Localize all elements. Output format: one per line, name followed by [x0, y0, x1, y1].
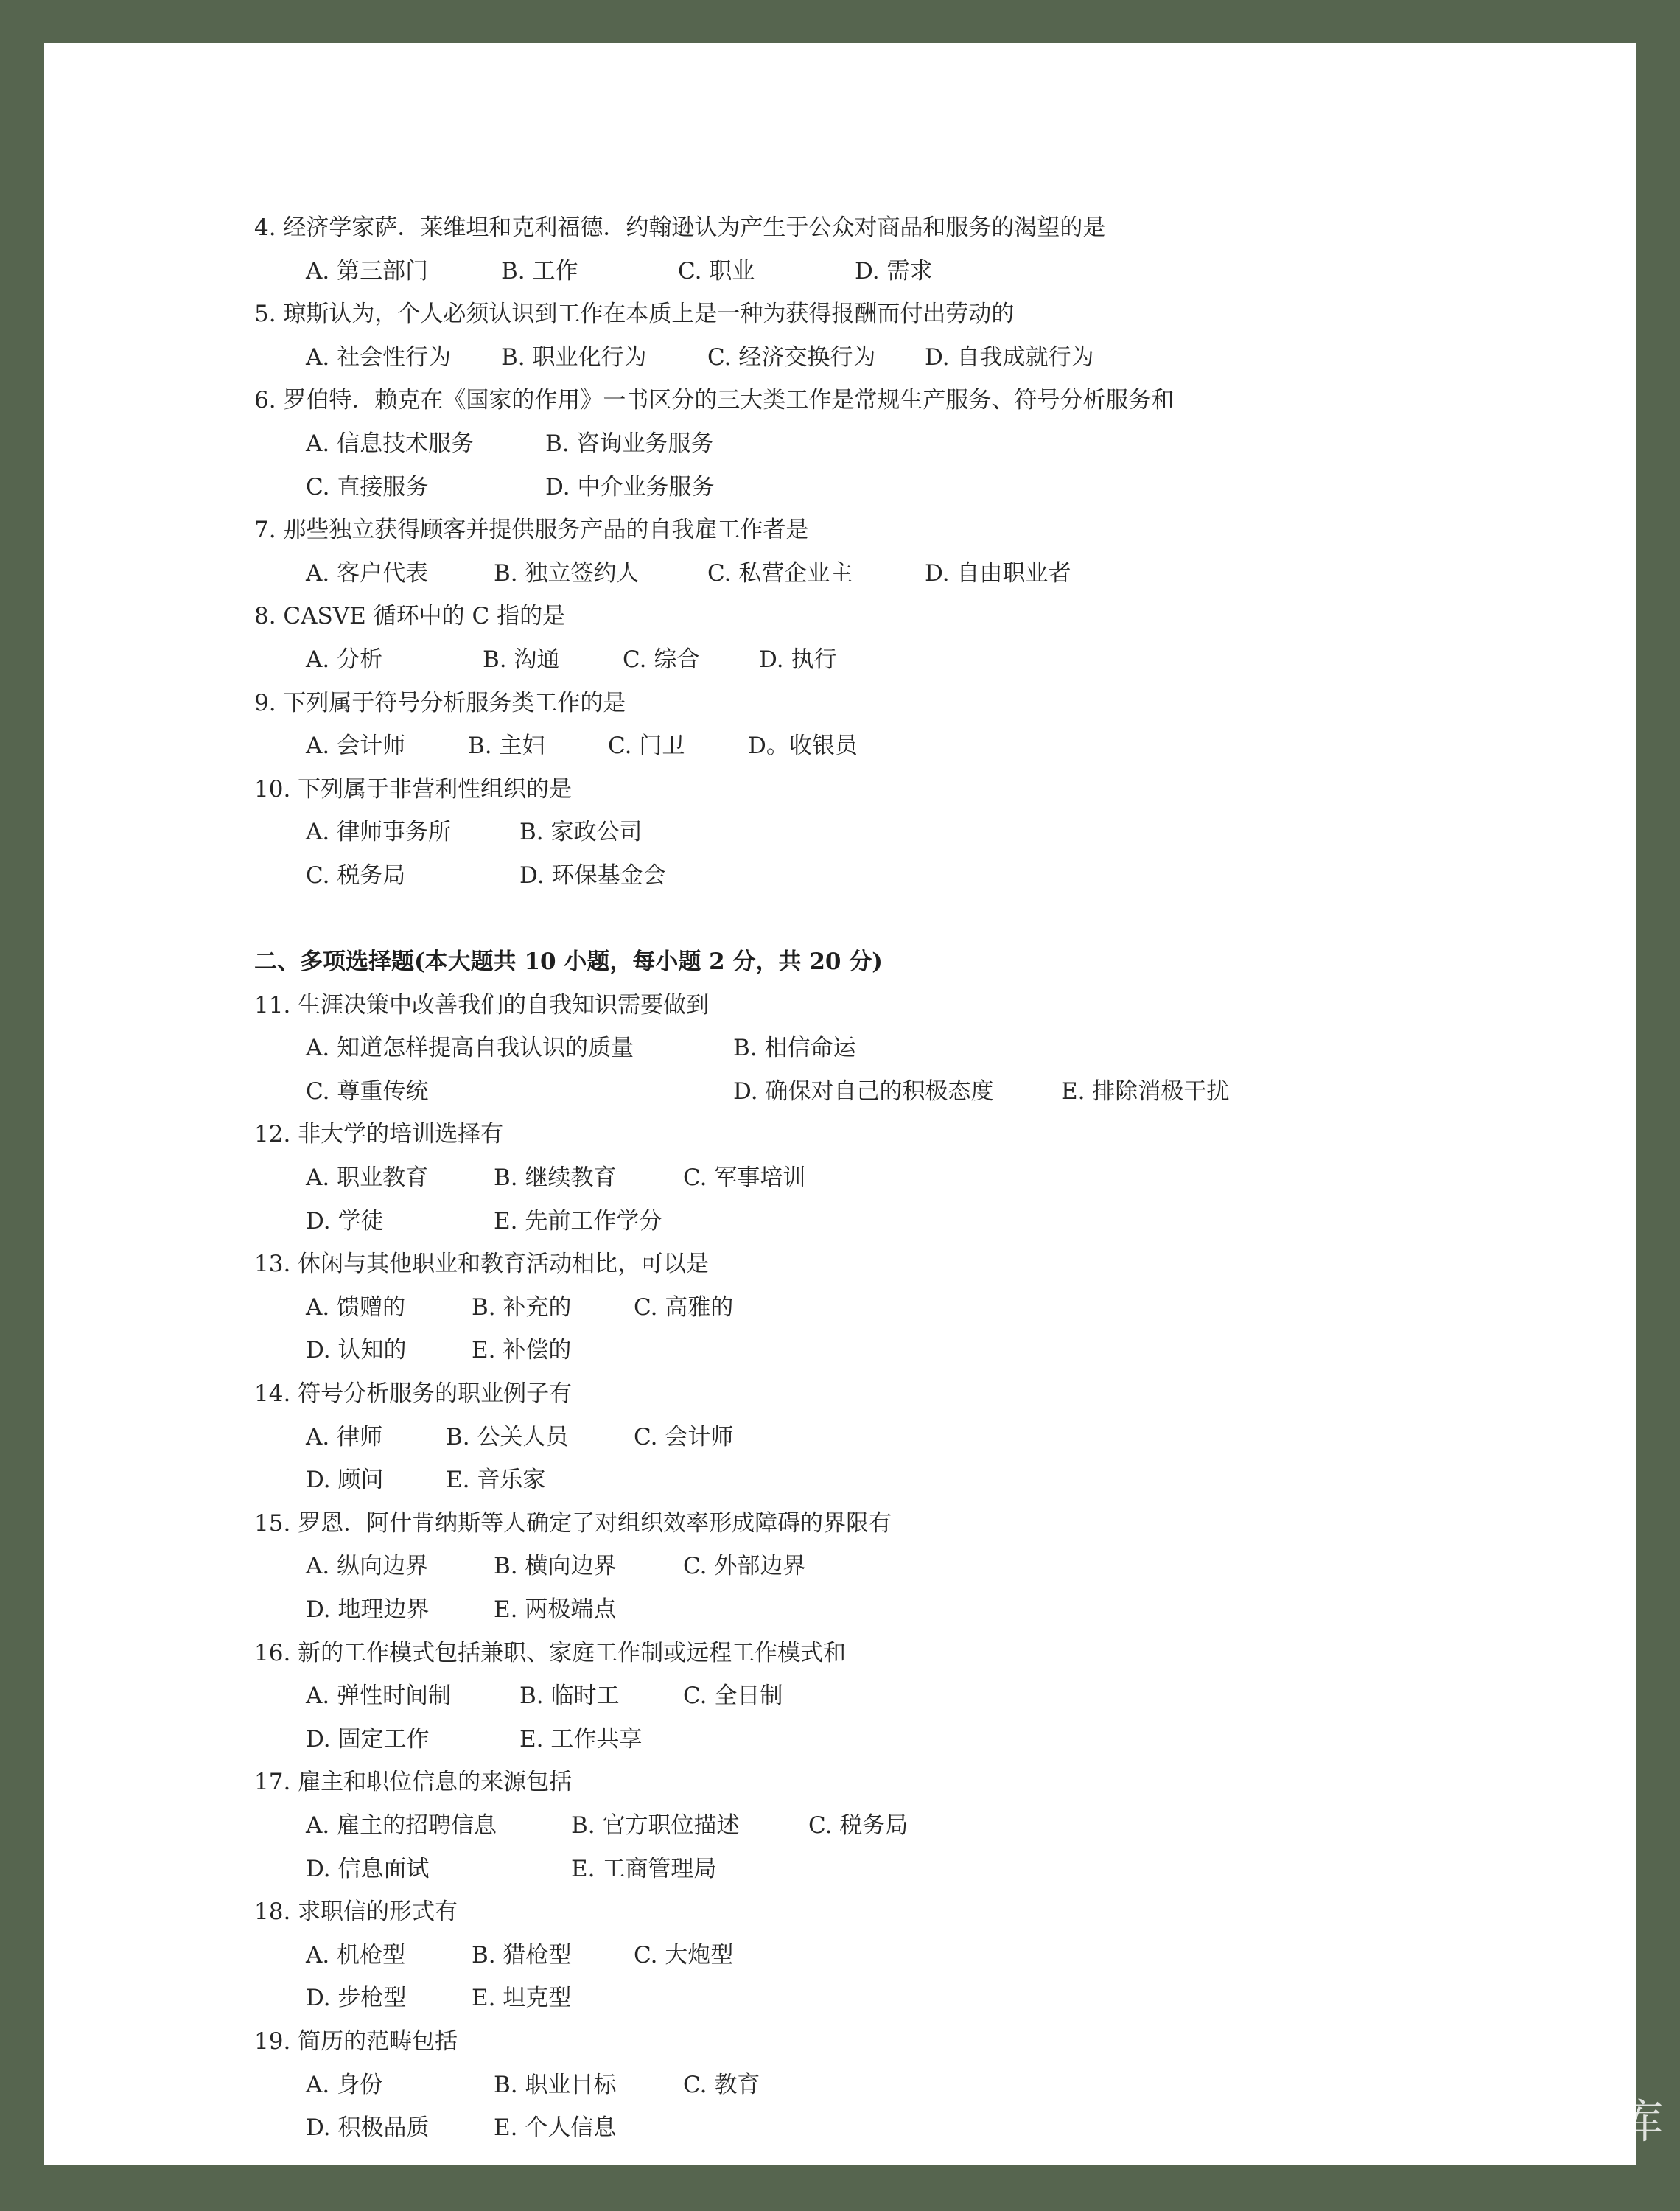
option-item: D. 确保对自己的积极态度 — [733, 1077, 994, 1105]
option-item: B. 临时工 — [519, 1683, 620, 1710]
option-item: A. 信息技术服务 — [306, 430, 475, 457]
options-row — [254, 1934, 1595, 1977]
question-stem: 10. 下列属于非营利性组织的是 — [254, 775, 573, 803]
option-item: D. 需求 — [855, 257, 933, 284]
option-item: A. 律师事务所 — [306, 819, 452, 846]
option-item: D. 自由职业者 — [925, 559, 1071, 587]
options-row — [254, 1588, 1595, 1632]
option-item: B. 职业化行为 — [501, 343, 647, 371]
option-item: D。收银员 — [748, 733, 858, 760]
option-item: C. 税务局 — [808, 1812, 909, 1839]
section-heading: 二、多项选择题(本大题共 10 小题，每小题 2 分，共 20 分) — [254, 949, 883, 976]
option-item: D. 中介业务服务 — [545, 473, 715, 500]
option-item: C. 门卫 — [608, 733, 685, 760]
option-item: A. 职业教育 — [306, 1164, 429, 1192]
options-row — [254, 1329, 1595, 1372]
option-item: A. 雇主的招聘信息 — [306, 1812, 497, 1839]
option-item: B. 家政公司 — [519, 819, 643, 846]
options-row — [254, 1848, 1595, 1891]
question-stem: 5. 琼斯认为，个人必须认识到工作在本质上是一种为获得报酬而付出劳动的 — [254, 301, 1015, 328]
options-row — [254, 724, 1595, 768]
options-row — [254, 1459, 1595, 1502]
question-stem: 19. 简历的范畴包括 — [254, 2027, 458, 2055]
options-row — [254, 1200, 1595, 1243]
options-row — [254, 336, 1595, 380]
document-page — [44, 43, 1636, 2165]
option-item: B. 继续教育 — [494, 1164, 617, 1192]
option-item: A. 馈赠的 — [306, 1293, 406, 1321]
options-row — [254, 638, 1595, 682]
option-item: D. 认知的 — [306, 1337, 407, 1364]
option-item: D. 顾问 — [306, 1467, 384, 1494]
option-item: A. 社会性行为 — [306, 343, 452, 371]
option-item: B. 独立签约人 — [494, 559, 640, 587]
question-stem: 16. 新的工作模式包括兼职、家庭工作制或远程工作模式和 — [254, 1639, 847, 1666]
option-item: C. 综合 — [623, 646, 700, 673]
option-item: A. 第三部门 — [306, 257, 429, 284]
question-stem: 13. 休闲与其他职业和教育活动相比，可以是 — [254, 1251, 710, 1278]
options-row — [254, 1977, 1595, 2020]
option-item: E. 补偿的 — [472, 1337, 572, 1364]
option-item: E. 个人信息 — [494, 2114, 617, 2142]
option-item: E. 排除消极干扰 — [1061, 1077, 1230, 1105]
options-row — [254, 1545, 1595, 1588]
options-row — [254, 1804, 1595, 1848]
option-item: B. 横向边界 — [494, 1553, 617, 1580]
option-item: D. 积极品质 — [306, 2114, 430, 2142]
option-item: C. 经济交换行为 — [707, 343, 876, 371]
options-row — [254, 1718, 1595, 1761]
option-item: E. 工作共享 — [519, 1725, 643, 1753]
question-stem: 7. 那些独立获得顾客并提供服务产品的自我雇工作者是 — [254, 517, 809, 544]
question-stem: 12. 非大学的培训选择有 — [254, 1121, 504, 1148]
option-item: A. 分析 — [306, 646, 383, 673]
option-item: A. 律师 — [306, 1423, 383, 1450]
option-item: E. 坦克型 — [472, 1985, 572, 2012]
option-item: C. 全日制 — [683, 1683, 783, 1710]
option-item: A. 知道怎样提高自我认识的质量 — [306, 1035, 634, 1062]
option-item: C. 直接服务 — [306, 473, 429, 500]
option-item: B. 沟通 — [483, 646, 560, 673]
option-item: B. 公关人员 — [446, 1423, 569, 1450]
option-item: B. 工作 — [501, 257, 578, 284]
exam-content — [254, 206, 1595, 2150]
option-item: A. 身份 — [306, 2071, 383, 2098]
option-item: C. 外部边界 — [683, 1553, 806, 1580]
option-item: B. 相信命运 — [733, 1035, 856, 1062]
options-row — [254, 1674, 1595, 1718]
options-row — [254, 466, 1595, 509]
option-item: B. 猎枪型 — [472, 1941, 572, 1969]
option-item: C. 高雅的 — [634, 1293, 734, 1321]
question-stem: 18. 求职信的形式有 — [254, 1899, 458, 1926]
option-item: B. 咨询业务服务 — [545, 430, 714, 457]
option-item: D. 学徒 — [306, 1207, 384, 1234]
option-item: C. 税务局 — [306, 862, 406, 889]
option-item: C. 尊重传统 — [306, 1077, 429, 1105]
question-stem: 14. 符号分析服务的职业例子有 — [254, 1380, 573, 1408]
question-stem: 4. 经济学家萨．莱维坦和克利福德．约翰逊认为产生于公众对商品和服务的渴望的是 — [254, 214, 1106, 241]
options-row — [254, 1027, 1595, 1070]
option-item: E. 音乐家 — [446, 1467, 546, 1494]
question-stem: 15. 罗恩．阿什肯纳斯等人确定了对组织效率形成障碍的界限有 — [254, 1509, 892, 1537]
option-item: A. 机枪型 — [306, 1941, 406, 1969]
option-item: D. 信息面试 — [306, 1855, 430, 1882]
options-row — [254, 811, 1595, 854]
option-item: B. 主妇 — [468, 733, 545, 760]
options-row — [254, 854, 1595, 898]
options-row — [254, 1070, 1595, 1114]
option-item: B. 补充的 — [472, 1293, 572, 1321]
option-item: A. 纵向边界 — [306, 1553, 429, 1580]
options-row — [254, 422, 1595, 466]
option-item: A. 弹性时间制 — [306, 1683, 452, 1710]
question-stem: 9. 下列属于符号分析服务类工作的是 — [254, 689, 626, 716]
option-item: C. 职业 — [678, 257, 755, 284]
option-item: D. 环保基金会 — [519, 862, 666, 889]
option-item: C. 私营企业主 — [707, 559, 853, 587]
option-item: A. 客户代表 — [306, 559, 429, 587]
option-item: C. 会计师 — [634, 1423, 734, 1450]
options-row — [254, 1416, 1595, 1459]
option-item: B. 官方职位描述 — [571, 1812, 740, 1839]
question-stem: 11. 生涯决策中改善我们的自我知识需要做到 — [254, 991, 710, 1019]
options-row — [254, 552, 1595, 595]
option-item: C. 大炮型 — [634, 1941, 734, 1969]
option-item: E. 两极端点 — [494, 1596, 617, 1623]
option-item: C. 军事培训 — [683, 1164, 806, 1192]
option-item: D. 地理边界 — [306, 1596, 430, 1623]
option-item: D. 固定工作 — [306, 1725, 430, 1753]
question-stem: 6. 罗伯特．赖克在《国家的作用》一书区分的三大类工作是常规生产服务、符号分析服务和 — [254, 387, 1175, 414]
options-row — [254, 250, 1595, 293]
option-item: A. 会计师 — [306, 733, 406, 760]
question-stem: 17. 雇主和职位信息的来源包括 — [254, 1769, 573, 1796]
option-item: C. 教育 — [683, 2071, 760, 2098]
option-item: D. 自我成就行为 — [925, 343, 1094, 371]
question-stem: 8. CASVE 循环中的 C 指的是 — [254, 603, 566, 630]
option-item: D. 步枪型 — [306, 1985, 407, 2012]
watermark: 知乎 @大学资料库 — [1277, 2095, 1664, 2148]
option-item: E. 先前工作学分 — [494, 1207, 662, 1234]
option-item: D. 执行 — [759, 646, 837, 673]
blank-line — [254, 898, 1595, 941]
options-row — [254, 1156, 1595, 1200]
options-row — [254, 1286, 1595, 1330]
option-item: B. 职业目标 — [494, 2071, 617, 2098]
option-item: E. 工商管理局 — [571, 1855, 717, 1882]
